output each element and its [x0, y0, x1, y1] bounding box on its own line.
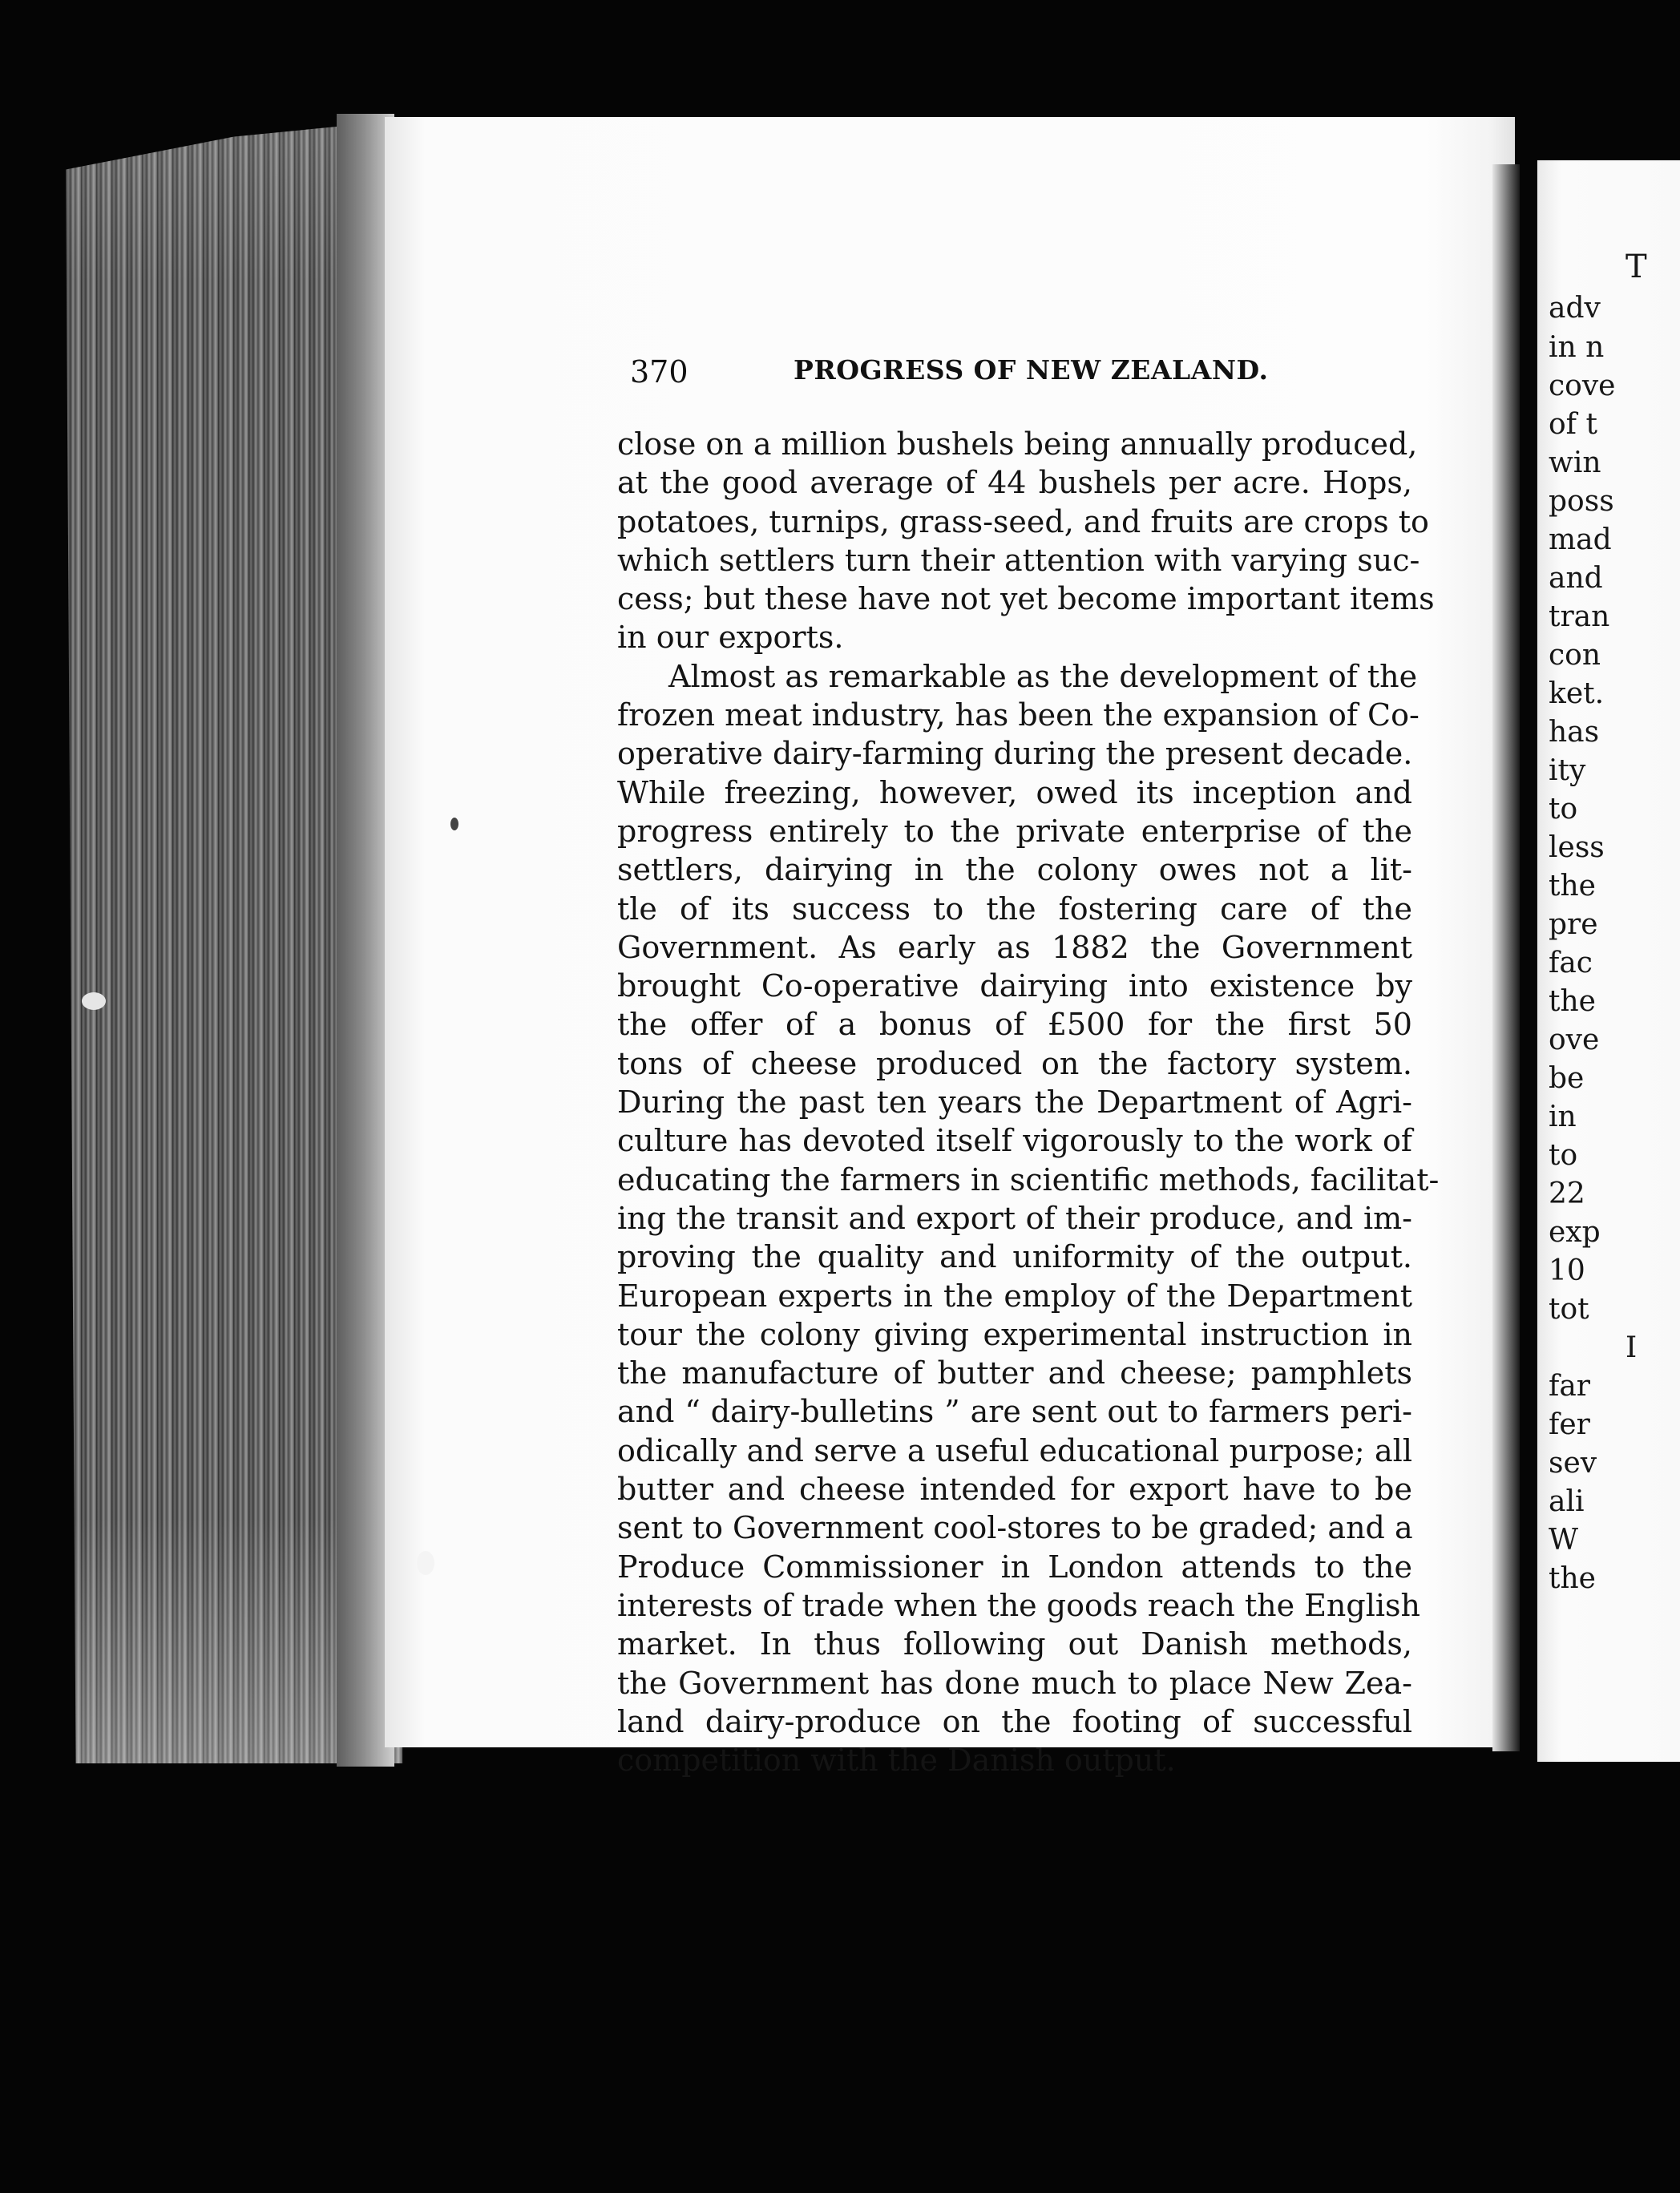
facing-page-fragment: in: [1549, 1101, 1577, 1133]
text-line: During the past ten years the Department of Agri-: [617, 1084, 1412, 1121]
facing-page-fragment: less: [1549, 831, 1605, 864]
text-line: cess; but these have not yet become important items: [617, 581, 1435, 617]
text-line: the manufacture of butter and cheese; pamphlets: [617, 1355, 1412, 1391]
facing-page-fragment: ali: [1549, 1485, 1585, 1518]
facing-page-fragment: W: [1549, 1524, 1579, 1557]
facing-page-fragment: T: [1625, 248, 1647, 285]
text-line: butter and cheese intended for export have to be: [617, 1472, 1412, 1508]
scan-speck: [82, 992, 106, 1010]
facing-page-fragment: sev: [1549, 1447, 1597, 1480]
text-line: settlers, dairying in the colony owes not a lit-: [617, 852, 1412, 888]
text-line: operative dairy-farming during the present decade.: [617, 736, 1413, 772]
facing-page-fragment: to: [1549, 793, 1578, 826]
facing-page-fragment: I: [1625, 1331, 1638, 1364]
text-line: While freezing, however, owed its inception and: [617, 774, 1412, 810]
facing-page-fragment: 22: [1549, 1177, 1585, 1210]
facing-page-fragment: win: [1549, 446, 1601, 479]
scan-speck: [417, 1551, 434, 1575]
text-line: the Government has done much to place New Zea-: [617, 1665, 1412, 1701]
facing-page-fragment: in n: [1549, 331, 1605, 364]
text-line: competition with the Danish output.: [617, 1743, 1176, 1779]
text-line: in our exports.: [617, 620, 844, 656]
facing-page-fragment: fer: [1549, 1408, 1590, 1441]
book-page-right: [1537, 160, 1680, 1762]
text-line: and “ dairy-bulletins ” are sent out to farmers peri-: [617, 1394, 1412, 1430]
facing-page-fragment: tot: [1549, 1293, 1589, 1326]
facing-page-fragment: far: [1549, 1370, 1590, 1403]
text-line: educating the farmers in scientific methods, facilitat-: [617, 1161, 1440, 1197]
text-line: tle of its success to the fostering care of the: [617, 891, 1412, 927]
facing-page-fragment: cove: [1549, 370, 1616, 402]
text-line: progress entirely to the private enterprise of the: [617, 813, 1412, 849]
text-line: Government. As early as 1882 the Government: [617, 929, 1412, 965]
facing-page-fragment: of t: [1549, 408, 1597, 441]
running-title: PROGRESS OF NEW ZEALAND.: [794, 354, 1269, 386]
text-line: market. In thus following out Danish methods,: [617, 1626, 1412, 1662]
facing-page-fragment: ove: [1549, 1024, 1600, 1056]
facing-page-fragment: the: [1549, 1562, 1596, 1595]
facing-page-fragment: ket.: [1549, 677, 1605, 710]
text-line: Almost as remarkable as the development of the: [668, 658, 1418, 694]
text-line: at the good average of 44 bushels per acre. Hops,: [617, 465, 1412, 501]
text-line: land dairy-produce on the footing of successful: [617, 1703, 1412, 1739]
facing-page-fragment: 10: [1549, 1254, 1585, 1287]
facing-page-fragment: the: [1549, 870, 1596, 903]
facing-page-fragment: poss: [1549, 485, 1614, 518]
text-line: tour the colony giving experimental instruction in: [617, 1316, 1412, 1352]
text-line: odically and serve a useful educational purpose; all: [617, 1432, 1412, 1468]
facing-page-fragment: has: [1549, 716, 1600, 749]
text-line: Produce Commissioner in London attends to the: [617, 1549, 1412, 1585]
facing-page-fragment: fac: [1549, 947, 1593, 979]
text-line: frozen meat industry, has been the expansion of Co-: [617, 697, 1420, 733]
text-line: tons of cheese produced on the factory system.: [617, 1045, 1412, 1081]
facing-page-fragment: and: [1549, 562, 1603, 595]
text-line: interests of trade when the goods reach the English: [617, 1587, 1421, 1623]
facing-page-fragment: ity: [1549, 754, 1586, 787]
scan-speck: [450, 818, 458, 830]
body-text: [617, 425, 1440, 1779]
text-line: ing the transit and export of their produce, and im-: [617, 1200, 1412, 1236]
text-line: close on a million bushels being annually produced,: [617, 426, 1418, 462]
facing-page-fragment: be: [1549, 1062, 1585, 1095]
text-line: proving the quality and uniformity of the output.: [617, 1239, 1412, 1275]
running-header: [630, 354, 1383, 396]
text-line: which settlers turn their attention with varying suc-: [617, 542, 1420, 578]
facing-page-fragment: mad: [1549, 523, 1612, 556]
facing-page-fragment: the: [1549, 985, 1596, 1018]
text-line: brought Co-operative dairying into existence by: [617, 968, 1412, 1004]
text-line: European experts in the employ of the Department: [617, 1278, 1412, 1314]
facing-page-fragment: pre: [1549, 908, 1598, 941]
page-number: 370: [630, 354, 689, 390]
facing-page-fragment: adv: [1549, 292, 1601, 325]
text-line: potatoes, turnips, grass-seed, and fruits are crops to: [617, 503, 1429, 539]
facing-page-fragment: to: [1549, 1139, 1578, 1172]
text-line: sent to Government cool-stores to be graded; and a: [617, 1510, 1413, 1546]
book-gutter: [1492, 164, 1520, 1751]
facing-page-fragment: tran: [1549, 600, 1610, 633]
text-line: the offer of a bonus of £500 for the first 50: [617, 1007, 1412, 1043]
facing-page-fragment: con: [1549, 639, 1601, 672]
facing-page-fragment: exp: [1549, 1216, 1601, 1249]
text-line: culture has devoted itself vigorously to the work of: [617, 1123, 1412, 1159]
